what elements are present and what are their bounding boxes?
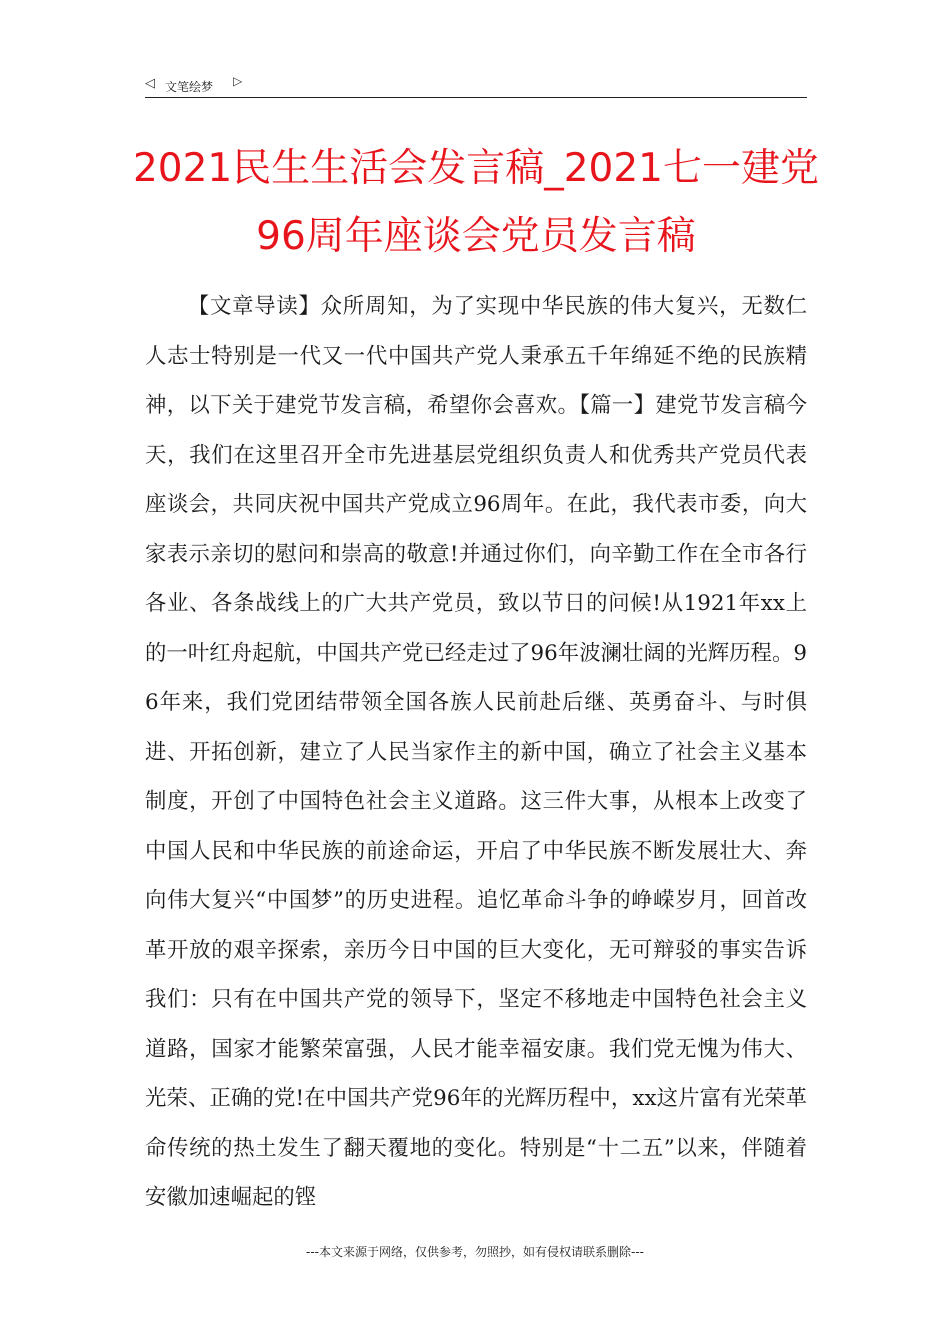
- right-triangle-icon: ▷: [233, 74, 243, 88]
- brand-name: 文笔绘梦: [165, 80, 214, 94]
- footer-disclaimer: ---本文来源于网络，仅供参考，勿照抄，如有侵权请联系删除---: [306, 1245, 644, 1259]
- document-title: 2021民生生活会发言稿_2021七一建党96周年座谈会党员发言稿: [132, 146, 819, 259]
- document-body: 【文章导读】众所周知，为了实现中华民族的伟大复兴，无数仁人志士特别是一代又一代中国共产党人秉承五千年绵延不绝的民族精神，以下关于建党节发言稿，希望你会喜欢。【篇一】建党节发言稿今天，我们在这里召开全市先进基层党组织负责人和优秀共产党员代表座谈会，共同庆祝中国共产党成立96周年。在此，我代表市委，向大家表示亲切的慰问和崇高的敬意!并通过你们，向辛勤工作在全市各行各业、各条战线上的广大共产党员，致以节日的问候!从1921年xx上的一叶红舟起航，中国共产党已经走过了96年波澜壮阔的光辉历程。96年来，我们党团结带领全国各族人民前赴后继、英勇奋斗、与时俱进、开拓创新，建立了人民当家作主的新中国，确立了社会主义基本制度，开创了中国特色社会主义道路。这三件大事，从根本上改变了中国人民和中华民族的前途命运，开启了中华民族不断发展壮大、奔向伟大复兴“中国梦”的历史进程。追忆革命斗争的峥嵘岁月，回首改革开放的艰辛探索，亲历今日中国的巨大变化，无可辩驳的事实告诉我们：只有在中国共产党的领导下，坚定不移地走中国特色社会主义道路，国家才能繁荣富强，人民才能幸福安康。我们党无愧为伟大、光荣、正确的党!在中国共产党96年的光辉历程中，xx这片富有光荣革命传统的热土发生了翻天覆地的变化。特别是“十二五”以来，伴随着安徽加速崛起的铿: [145, 294, 807, 1210]
- page-header: [145, 72, 807, 98]
- header-divider: [145, 97, 807, 98]
- left-triangle-icon: ◁: [145, 76, 155, 91]
